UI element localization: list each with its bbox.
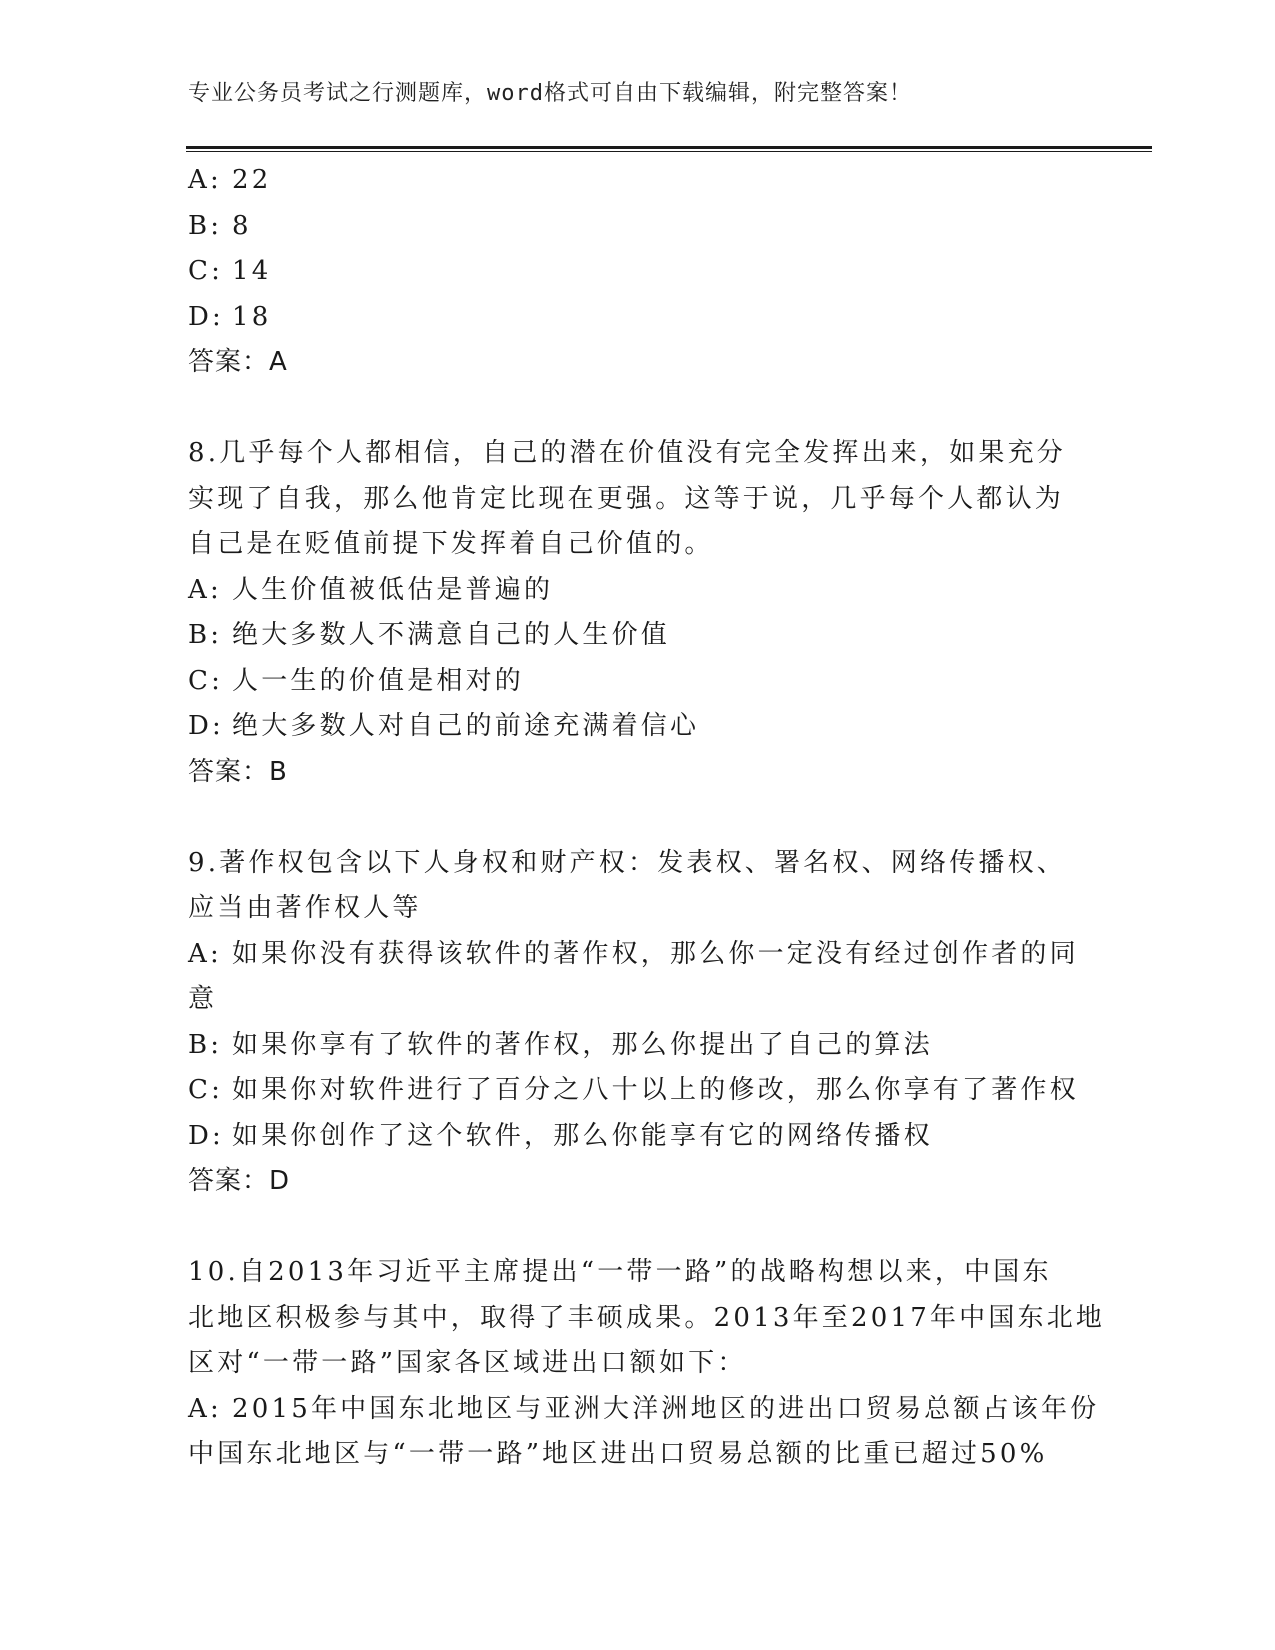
option-c[interactable]: C: 14	[188, 256, 272, 286]
question-stem: 应当由著作权人等	[188, 893, 422, 923]
answer: 答案：D	[188, 1166, 291, 1196]
option-d[interactable]: D: 绝大多数人对自己的前途充满着信心	[188, 711, 700, 741]
option-b[interactable]: B: 如果你享有了软件的著作权，那么你提出了自己的算法	[188, 1029, 933, 1060]
option-a[interactable]: A: 22	[188, 165, 272, 195]
question-8	[188, 431, 1088, 795]
option-d[interactable]: D: 如果你创作了这个软件，那么你能享有它的网络传播权	[188, 1120, 933, 1151]
option-c[interactable]: C: 如果你对软件进行了百分之八十以上的修改，那么你享有了著作权	[188, 1075, 1079, 1105]
question-stem: 区对“一带一路”国家各区域进出口额如下：	[188, 1348, 747, 1378]
answer: 答案：B	[188, 756, 288, 787]
option-b[interactable]: B: 绝大多数人不满意自己的人生价值	[188, 620, 671, 650]
option-b[interactable]: B: 8	[188, 210, 252, 241]
answer: 答案：A	[188, 347, 288, 377]
question-content	[188, 158, 1106, 1478]
option-a[interactable]: A: 人生价值被低估是普遍的	[188, 574, 554, 605]
option-a[interactable]: A: 如果你没有获得该软件的著作权，那么你一定没有经过创作者的同 意	[188, 938, 1079, 1014]
header-rule	[186, 146, 1152, 149]
option-a[interactable]: A: 2015年中国东北地区与亚洲大洋洲地区的进出口贸易总额占该年份 中国东北地区与“一带一路”地区进出口贸易总额的比重已超过50%	[188, 1393, 1100, 1469]
question-10	[188, 1250, 1106, 1478]
question-stem: 10.自2013年习近平主席提出“一带一路”的战略构想以来，中国东	[188, 1257, 1052, 1287]
option-c[interactable]: C: 人一生的价值是相对的	[188, 665, 525, 696]
question-stem: 8.几乎每个人都相信，自己的潜在价值没有完全发挥出来，如果充分	[188, 438, 1067, 468]
header-rule-thin	[186, 151, 1152, 152]
question-9	[188, 841, 1088, 1205]
question-stem: 实现了自我，那么他肯定比现在更强。这等于说，几乎每个人都认为	[188, 483, 1065, 514]
page-header: 专业公务员考试之行测题库，word格式可自由下载编辑，附完整答案！	[188, 81, 912, 106]
question-stem: 自己是在贬值前提下发挥着自己价值的。	[188, 529, 714, 559]
question-stem: 北地区积极参与其中，取得了丰硕成果。2013年至2017年中国东北地	[188, 1302, 1106, 1333]
option-d[interactable]: D: 18	[188, 301, 272, 332]
question-7	[188, 158, 1088, 386]
question-stem: 9.著作权包含以下人身权和财产权：发表权、署名权、网络传播权、	[188, 847, 1067, 878]
